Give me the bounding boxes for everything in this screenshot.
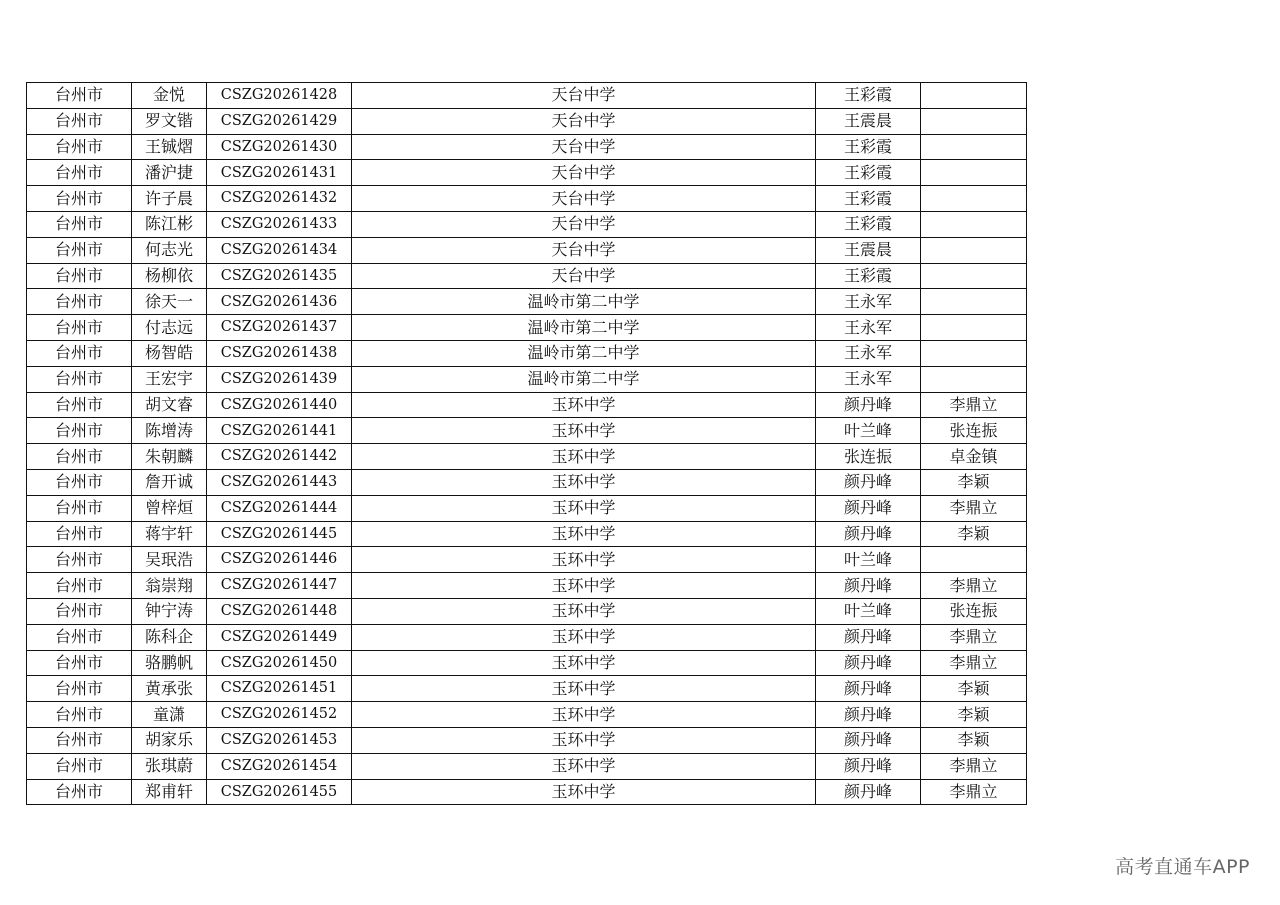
city-cell: 台州市 (27, 650, 132, 676)
student-name-cell: 吴珉浩 (132, 547, 207, 573)
teacher1-cell: 颜丹峰 (816, 495, 921, 521)
teacher2-cell: 李颖 (921, 727, 1027, 753)
student-name-cell: 蒋宇轩 (132, 521, 207, 547)
city-cell: 台州市 (27, 211, 132, 237)
city-cell: 台州市 (27, 392, 132, 418)
exam-code-cell: CSZG20261450 (207, 650, 352, 676)
student-name-cell: 曾梓烜 (132, 495, 207, 521)
city-cell: 台州市 (27, 418, 132, 444)
student-name-cell: 罗文锴 (132, 108, 207, 134)
teacher1-cell: 王永军 (816, 366, 921, 392)
teacher2-cell (921, 186, 1027, 212)
exam-code-cell: CSZG20261441 (207, 418, 352, 444)
city-cell: 台州市 (27, 340, 132, 366)
teacher2-cell (921, 211, 1027, 237)
exam-code-cell: CSZG20261453 (207, 727, 352, 753)
exam-code-cell: CSZG20261433 (207, 211, 352, 237)
teacher1-cell: 叶兰峰 (816, 418, 921, 444)
table-row (27, 444, 1027, 470)
school-cell: 玉环中学 (352, 650, 816, 676)
table-row (27, 495, 1027, 521)
table-row (27, 134, 1027, 160)
teacher1-cell: 颜丹峰 (816, 392, 921, 418)
student-name-cell: 胡文睿 (132, 392, 207, 418)
city-cell: 台州市 (27, 469, 132, 495)
city-cell: 台州市 (27, 753, 132, 779)
city-cell: 台州市 (27, 727, 132, 753)
teacher2-cell: 李颖 (921, 521, 1027, 547)
exam-code-cell: CSZG20261438 (207, 340, 352, 366)
student-name-cell: 陈科企 (132, 624, 207, 650)
student-name-cell: 许子晨 (132, 186, 207, 212)
teacher1-cell: 颜丹峰 (816, 753, 921, 779)
exam-code-cell: CSZG20261437 (207, 315, 352, 341)
teacher1-cell: 王彩霞 (816, 160, 921, 186)
exam-code-cell: CSZG20261432 (207, 186, 352, 212)
exam-code-cell: CSZG20261431 (207, 160, 352, 186)
teacher1-cell: 颜丹峰 (816, 676, 921, 702)
city-cell: 台州市 (27, 624, 132, 650)
teacher1-cell: 颜丹峰 (816, 624, 921, 650)
teacher1-cell: 颜丹峰 (816, 702, 921, 728)
teacher2-cell: 张连振 (921, 598, 1027, 624)
school-cell: 温岭市第二中学 (352, 315, 816, 341)
exam-code-cell: CSZG20261442 (207, 444, 352, 470)
school-cell: 玉环中学 (352, 779, 816, 805)
city-cell: 台州市 (27, 186, 132, 212)
city-cell: 台州市 (27, 315, 132, 341)
school-cell: 玉环中学 (352, 444, 816, 470)
table-row (27, 650, 1027, 676)
exam-code-cell: CSZG20261439 (207, 366, 352, 392)
city-cell: 台州市 (27, 779, 132, 805)
teacher2-cell (921, 315, 1027, 341)
student-name-cell: 杨柳依 (132, 263, 207, 289)
student-name-cell: 杨智皓 (132, 340, 207, 366)
teacher2-cell: 李鼎立 (921, 573, 1027, 599)
teacher2-cell (921, 263, 1027, 289)
teacher1-cell: 王彩霞 (816, 186, 921, 212)
table-row (27, 237, 1027, 263)
teacher2-cell: 李鼎立 (921, 392, 1027, 418)
teacher2-cell (921, 160, 1027, 186)
school-cell: 温岭市第二中学 (352, 340, 816, 366)
city-cell: 台州市 (27, 598, 132, 624)
teacher2-cell: 李颖 (921, 702, 1027, 728)
school-cell: 温岭市第二中学 (352, 289, 816, 315)
student-name-cell: 徐天一 (132, 289, 207, 315)
table-row (27, 702, 1027, 728)
table-row (27, 83, 1027, 109)
exam-code-cell: CSZG20261447 (207, 573, 352, 599)
city-cell: 台州市 (27, 366, 132, 392)
table-row (27, 624, 1027, 650)
student-name-cell: 胡家乐 (132, 727, 207, 753)
student-name-cell: 郑甫轩 (132, 779, 207, 805)
teacher1-cell: 王永军 (816, 340, 921, 366)
student-name-cell: 童潇 (132, 702, 207, 728)
exam-code-cell: CSZG20261449 (207, 624, 352, 650)
table-row (27, 753, 1027, 779)
roster-table (26, 82, 1027, 805)
exam-code-cell: CSZG20261443 (207, 469, 352, 495)
student-name-cell: 金悦 (132, 83, 207, 109)
table-row (27, 366, 1027, 392)
table-row (27, 676, 1027, 702)
teacher2-cell (921, 237, 1027, 263)
table-row (27, 289, 1027, 315)
exam-code-cell: CSZG20261452 (207, 702, 352, 728)
exam-code-cell: CSZG20261454 (207, 753, 352, 779)
teacher1-cell: 王永军 (816, 315, 921, 341)
city-cell: 台州市 (27, 289, 132, 315)
table-row (27, 573, 1027, 599)
table-row (27, 779, 1027, 805)
city-cell: 台州市 (27, 547, 132, 573)
teacher1-cell: 王震晨 (816, 108, 921, 134)
table-row (27, 340, 1027, 366)
school-cell: 天台中学 (352, 237, 816, 263)
exam-code-cell: CSZG20261448 (207, 598, 352, 624)
table-row (27, 315, 1027, 341)
school-cell: 玉环中学 (352, 702, 816, 728)
teacher1-cell: 王震晨 (816, 237, 921, 263)
teacher1-cell: 颜丹峰 (816, 521, 921, 547)
teacher2-cell (921, 289, 1027, 315)
student-name-cell: 陈增涛 (132, 418, 207, 444)
teacher2-cell (921, 83, 1027, 109)
school-cell: 玉环中学 (352, 598, 816, 624)
exam-code-cell: CSZG20261434 (207, 237, 352, 263)
city-cell: 台州市 (27, 83, 132, 109)
city-cell: 台州市 (27, 160, 132, 186)
teacher1-cell: 颜丹峰 (816, 573, 921, 599)
school-cell: 玉环中学 (352, 418, 816, 444)
teacher2-cell: 张连振 (921, 418, 1027, 444)
student-name-cell: 何志光 (132, 237, 207, 263)
table-row (27, 392, 1027, 418)
table-row (27, 598, 1027, 624)
teacher1-cell: 王彩霞 (816, 211, 921, 237)
school-cell: 天台中学 (352, 134, 816, 160)
teacher2-cell: 李鼎立 (921, 624, 1027, 650)
exam-code-cell: CSZG20261430 (207, 134, 352, 160)
teacher2-cell: 李鼎立 (921, 779, 1027, 805)
teacher1-cell: 王彩霞 (816, 263, 921, 289)
exam-code-cell: CSZG20261440 (207, 392, 352, 418)
teacher1-cell: 王永军 (816, 289, 921, 315)
teacher2-cell (921, 340, 1027, 366)
city-cell: 台州市 (27, 702, 132, 728)
table-row (27, 211, 1027, 237)
teacher2-cell: 李鼎立 (921, 650, 1027, 676)
school-cell: 玉环中学 (352, 547, 816, 573)
school-cell: 天台中学 (352, 263, 816, 289)
teacher1-cell: 王彩霞 (816, 83, 921, 109)
school-cell: 天台中学 (352, 83, 816, 109)
table-row (27, 418, 1027, 444)
teacher2-cell: 李鼎立 (921, 753, 1027, 779)
exam-code-cell: CSZG20261436 (207, 289, 352, 315)
school-cell: 玉环中学 (352, 753, 816, 779)
table-row (27, 263, 1027, 289)
school-cell: 玉环中学 (352, 521, 816, 547)
student-name-cell: 王铖熠 (132, 134, 207, 160)
teacher2-cell (921, 108, 1027, 134)
school-cell: 天台中学 (352, 186, 816, 212)
teacher1-cell: 颜丹峰 (816, 727, 921, 753)
student-name-cell: 钟宁涛 (132, 598, 207, 624)
student-name-cell: 黄承张 (132, 676, 207, 702)
city-cell: 台州市 (27, 676, 132, 702)
school-cell: 天台中学 (352, 108, 816, 134)
table-row (27, 469, 1027, 495)
city-cell: 台州市 (27, 521, 132, 547)
roster-body (27, 83, 1027, 805)
teacher1-cell: 王彩霞 (816, 134, 921, 160)
student-name-cell: 付志远 (132, 315, 207, 341)
table-row (27, 521, 1027, 547)
school-cell: 玉环中学 (352, 624, 816, 650)
student-name-cell: 潘沪捷 (132, 160, 207, 186)
exam-code-cell: CSZG20261455 (207, 779, 352, 805)
table-row (27, 727, 1027, 753)
table-row (27, 160, 1027, 186)
school-cell: 玉环中学 (352, 469, 816, 495)
student-name-cell: 陈江彬 (132, 211, 207, 237)
teacher2-cell: 李鼎立 (921, 495, 1027, 521)
city-cell: 台州市 (27, 495, 132, 521)
exam-code-cell: CSZG20261445 (207, 521, 352, 547)
exam-code-cell: CSZG20261451 (207, 676, 352, 702)
school-cell: 天台中学 (352, 211, 816, 237)
school-cell: 天台中学 (352, 160, 816, 186)
school-cell: 玉环中学 (352, 676, 816, 702)
teacher1-cell: 颜丹峰 (816, 779, 921, 805)
city-cell: 台州市 (27, 237, 132, 263)
student-name-cell: 朱朝麟 (132, 444, 207, 470)
table-row (27, 547, 1027, 573)
school-cell: 玉环中学 (352, 495, 816, 521)
table-row (27, 108, 1027, 134)
school-cell: 玉环中学 (352, 727, 816, 753)
exam-code-cell: CSZG20261444 (207, 495, 352, 521)
teacher1-cell: 张连振 (816, 444, 921, 470)
teacher2-cell: 李颖 (921, 469, 1027, 495)
student-name-cell: 詹开诚 (132, 469, 207, 495)
city-cell: 台州市 (27, 108, 132, 134)
exam-code-cell: CSZG20261435 (207, 263, 352, 289)
exam-code-cell: CSZG20261428 (207, 83, 352, 109)
watermark-text: 高考直通车APP (1115, 856, 1250, 878)
teacher1-cell: 颜丹峰 (816, 469, 921, 495)
school-cell: 玉环中学 (352, 392, 816, 418)
school-cell: 温岭市第二中学 (352, 366, 816, 392)
student-name-cell: 张琪蔚 (132, 753, 207, 779)
teacher2-cell: 李颖 (921, 676, 1027, 702)
exam-code-cell: CSZG20261429 (207, 108, 352, 134)
teacher1-cell: 颜丹峰 (816, 650, 921, 676)
city-cell: 台州市 (27, 444, 132, 470)
teacher2-cell (921, 366, 1027, 392)
city-cell: 台州市 (27, 134, 132, 160)
city-cell: 台州市 (27, 573, 132, 599)
city-cell: 台州市 (27, 263, 132, 289)
teacher1-cell: 叶兰峰 (816, 598, 921, 624)
student-name-cell: 骆鹏帆 (132, 650, 207, 676)
teacher2-cell (921, 547, 1027, 573)
table-row (27, 186, 1027, 212)
teacher1-cell: 叶兰峰 (816, 547, 921, 573)
student-name-cell: 翁崇翔 (132, 573, 207, 599)
student-name-cell: 王宏宇 (132, 366, 207, 392)
teacher2-cell: 卓金镇 (921, 444, 1027, 470)
teacher2-cell (921, 134, 1027, 160)
exam-code-cell: CSZG20261446 (207, 547, 352, 573)
school-cell: 玉环中学 (352, 573, 816, 599)
